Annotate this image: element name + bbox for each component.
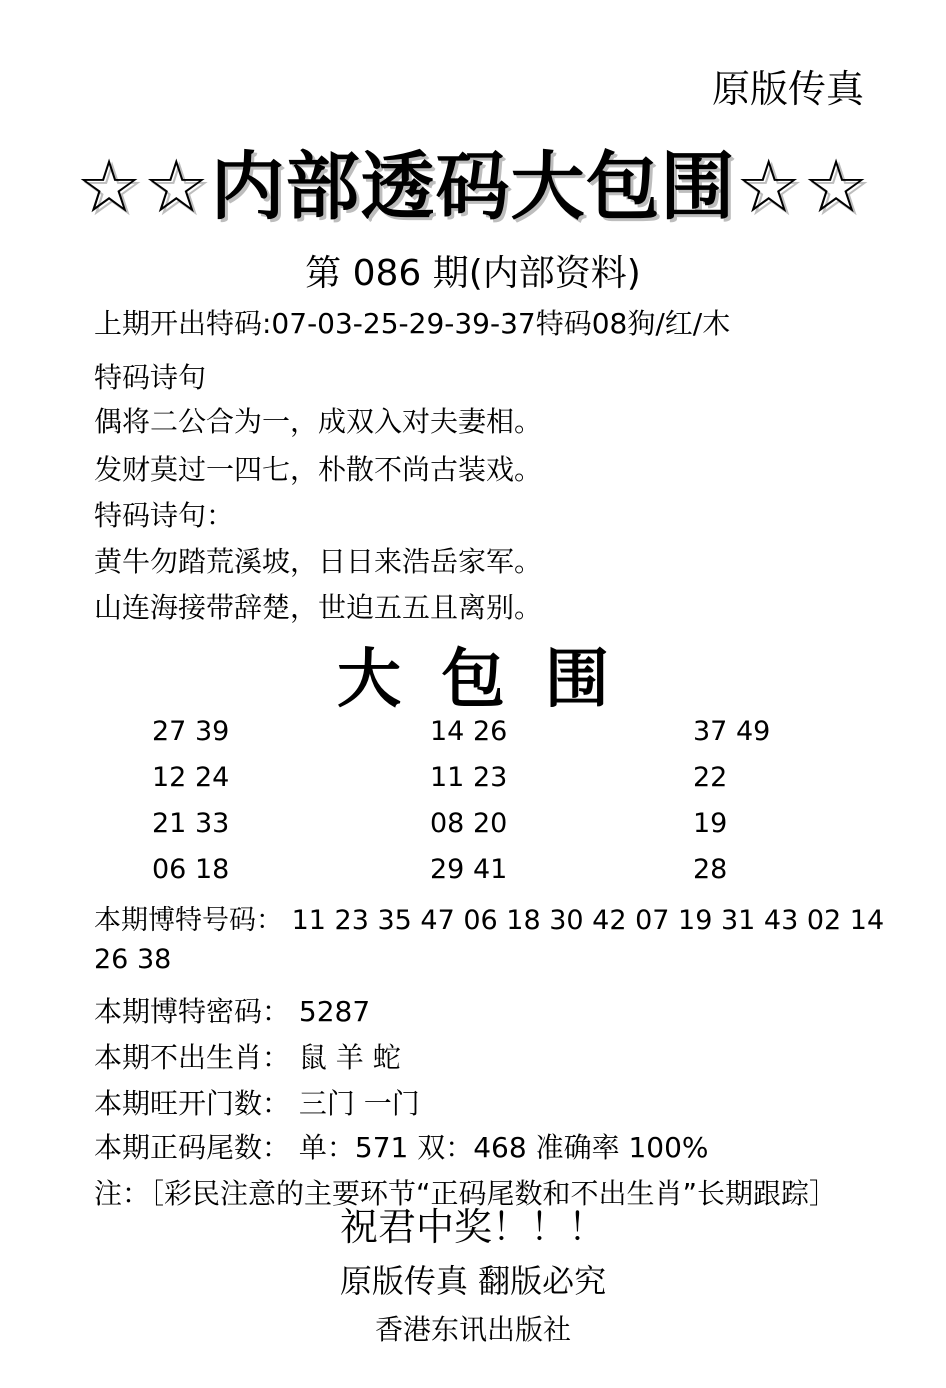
note: 注：［彩民注意的主要环节“正码尾数和不出生肖”长期跟踪］ [94,1177,838,1210]
grid-cell: 29 41 [430,854,508,885]
page-title: ☆☆内部透码大包围☆☆ [75,144,871,230]
bote-numbers-line1: 本期博特号码： 11 23 35 47 06 18 30 42 07 19 31 43 02 14 [94,905,885,936]
excluded-zodiacs: 本期不出生肖： 鼠 羊 蛇 [94,1041,401,1074]
issue-number: 第 086 期(内部资料) [305,253,641,294]
tail-numbers: 本期正码尾数： 单：571 双：468 准确率 100% [94,1131,709,1164]
good-luck-message: 祝君中奖！！！ [339,1205,606,1249]
poem2-heading: 特码诗句： [94,499,235,532]
publisher-name: 香港东讯出版社 [374,1313,571,1346]
poem1-line2: 发财莫过一四七，朴散不尚古装戏。 [94,453,543,486]
grid-cell: 08 20 [430,808,508,839]
grid-cell: 12 24 [152,762,230,793]
poem1-heading: 特码诗句 [94,361,207,394]
bote-code: 本期博特密码： 5287 [94,995,371,1028]
grid-cell: 14 26 [430,716,508,747]
grid-cell: 11 23 [430,762,508,793]
poem2-line2: 山连海接带辞楚，世迫五五且离别。 [94,591,543,624]
grid-cell: 06 18 [152,854,230,885]
top-right-label: 原版传真 [711,67,864,111]
section-title: 大包围 [337,643,649,717]
poem1-line1: 偶将二公合为一，成双入对夫妻相。 [94,405,543,438]
grid-cell: 27 39 [152,716,230,747]
grid-cell: 19 [693,808,728,839]
grid-cell: 37 49 [693,716,771,747]
grid-cell: 21 33 [152,808,230,839]
last-draw-result: 上期开出特码:07-03-25-29-39-37特码08狗/红/木 [94,307,731,340]
bote-numbers-line2: 26 38 [94,944,172,975]
copyright-line: 原版传真 翻版必究 [339,1262,607,1300]
grid-cell: 22 [693,762,728,793]
grid-cell: 28 [693,854,728,885]
hot-doors: 本期旺开门数： 三门 一门 [94,1087,420,1120]
poem2-line1: 黄牛勿踏荒溪坡，日日来浩岳家军。 [94,545,543,578]
